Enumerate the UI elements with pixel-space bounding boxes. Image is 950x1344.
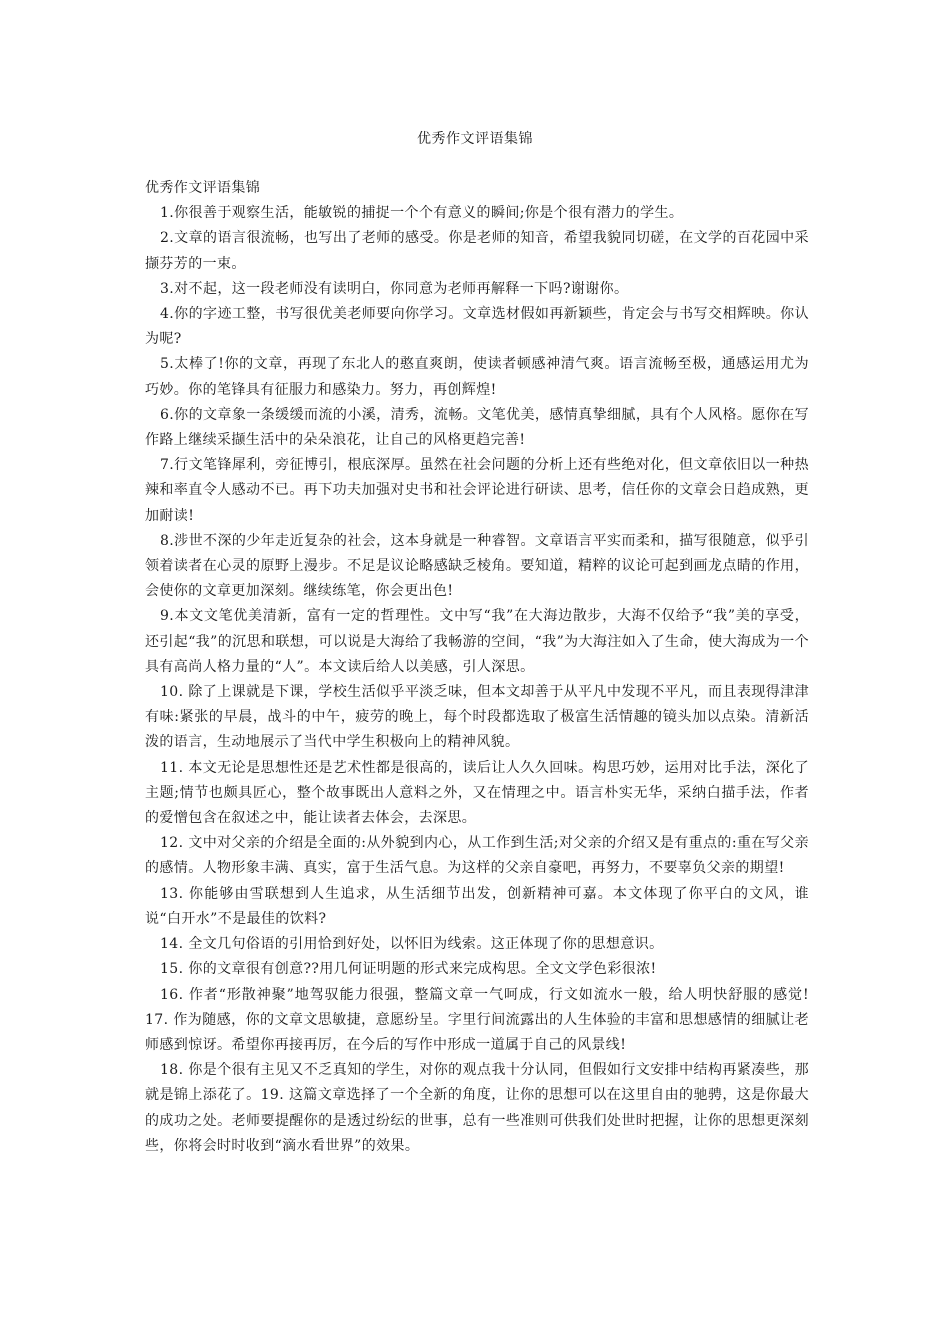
comment-paragraph-2: 2.文章的语言很流畅，也写出了老师的感受。你是老师的知音，希望我貌同切磋，在文学的百花园中采撷芬芳的一束。: [145, 230, 809, 272]
comment-paragraph-8: 8.涉世不深的少年走近复杂的社会，这本身就是一种睿智。文章语言平实而柔和，描写很随意，似乎引领着读者在心灵的原野上漫步。不足是议论略感缺乏棱角。要知道，精粹的议论可起到画龙点睛的作用，会使你的文章更加深刻。继续练笔，你会更出色!: [145, 532, 809, 600]
comment-paragraph-10: 10. 除了上课就是下课，学校生活似乎平淡乏味，但本文却善于从平凡中发现不平凡，而且表现得津津有味:紧张的早晨，战斗的中午，疲劳的晚上，每个时段都选取了极富生活情趣的镜头加以点染。清新活泼的语言，生动地展示了当代中学生积极向上的精神风貌。: [145, 684, 809, 751]
comment-paragraph-3: 3.对不起，这一段老师没有读明白，你同意为老师再解释一下吗?谢谢你。: [160, 280, 629, 297]
comment-paragraph-7: 7.行文笔锋犀利，旁征博引，根底深厚。虽然在社会问题的分析上还有些绝对化，但文章依旧以一种热辣和率直令人感动不已。再下功夫加强对史书和社会评论进行研读、思考，信任你的文章会日趋成熟，更加耐读!: [145, 457, 809, 524]
comment-paragraph-15: 15. 你的文章很有创意??用几何证明题的形式来完成构思。全文文学色彩很浓!: [160, 961, 657, 978]
document-title: 优秀作文评语集锦: [417, 131, 533, 147]
comment-paragraph-17: 18. 你是个很有主见又不乏真知的学生，对你的观点我十分认同，但假如行文安排中结构再紧凑些，那就是锦上添花了。19. 这篇文章选择了一个全新的角度，让你的思想可以在这里自由的驰骋，这是你最大的成功之处。老师要提醒你的是透过纷纭的世事，总有一些准则可供我们处世时把握，让你的思想更深刻些，你将会时时收到“滴水看世界”的效果。: [145, 1062, 809, 1154]
comment-paragraph-9: 9.本文文笔优美清新，富有一定的哲理性。文中写“我”在大海边散步，大海不仅给予“我”美的享受，还引起“我”的沉思和联想，可以说是大海给了我畅游的空间，“我”为大海注如入了生命，使大海成为一个具有高尚人格力量的“人”。本文读后给人以美感，引人深思。: [145, 608, 809, 675]
comment-paragraph-13: 13. 你能够由雪联想到人生追求，从生活细节出发，创新精神可嘉。本文体现了你平白的文风，谁说“白开水”不是最佳的饮料?: [145, 885, 809, 927]
document-body: [145, 176, 809, 1159]
comment-paragraph-16: 16. 作者“形散神聚”地驾驭能力很强，整篇文章一气呵成，行文如流水一般，给人明快舒服的感觉! 17. 作为随感，你的文章文思敏捷，意愿纷呈。字里行间流露出的人生体验的丰富和思想感情的细腻让老师感到惊讶。希望你再接再厉，在今后的写作中形成一道属于自己的风景线!: [145, 986, 809, 1053]
comment-paragraph-4: 4.你的字迹工整，书写很优美老师要向你学习。文章选材假如再新颖些，肯定会与书写交相辉映。你认为呢?: [145, 306, 809, 348]
comment-paragraph-6: 6.你的文章象一条缓缓而流的小溪，清秀，流畅。文笔优美，感情真挚细腻，具有个人风格。愿你在写作路上继续采撷生活中的朵朵浪花，让自己的风格更趋完善!: [145, 406, 809, 449]
comment-paragraph-14: 14. 全文几句俗语的引用恰到好处，以怀旧为线索。这正体现了你的思想意识。: [160, 936, 664, 953]
comment-paragraph-12: 12. 文中对父亲的介绍是全面的:从外貌到内心，从工作到生活;对父亲的介绍又是有重点的:重在写父亲的感情。人物形象丰满、真实，富于生活气息。为这样的父亲自豪吧，再努力，不要辜负父亲的期望!: [145, 835, 809, 877]
comment-paragraph-1: 1.你很善于观察生活，能敏锐的捕捉一个个有意义的瞬间;你是个很有潜力的学生。: [160, 205, 684, 222]
section-heading: 优秀作文评语集锦: [145, 180, 261, 196]
comment-paragraph-5: 5.太棒了!你的文章，再现了东北人的憨直爽朗，使读者顿感神清气爽。语言流畅至极，通感运用尤为巧妙。你的笔锋具有征服力和感染力。努力，再创辉煌!: [145, 356, 809, 398]
comment-paragraph-11: 11. 本文无论是思想性还是艺术性都是很高的，读后让人久久回味。构思巧妙，运用对比手法，深化了主题;情节也颇具匠心，整个故事既出人意料之外，又在情理之中。语言朴实无华，采纳白描手法，作者的爱憎包含在叙述之中，能让读者去体会，去深思。: [145, 759, 809, 827]
